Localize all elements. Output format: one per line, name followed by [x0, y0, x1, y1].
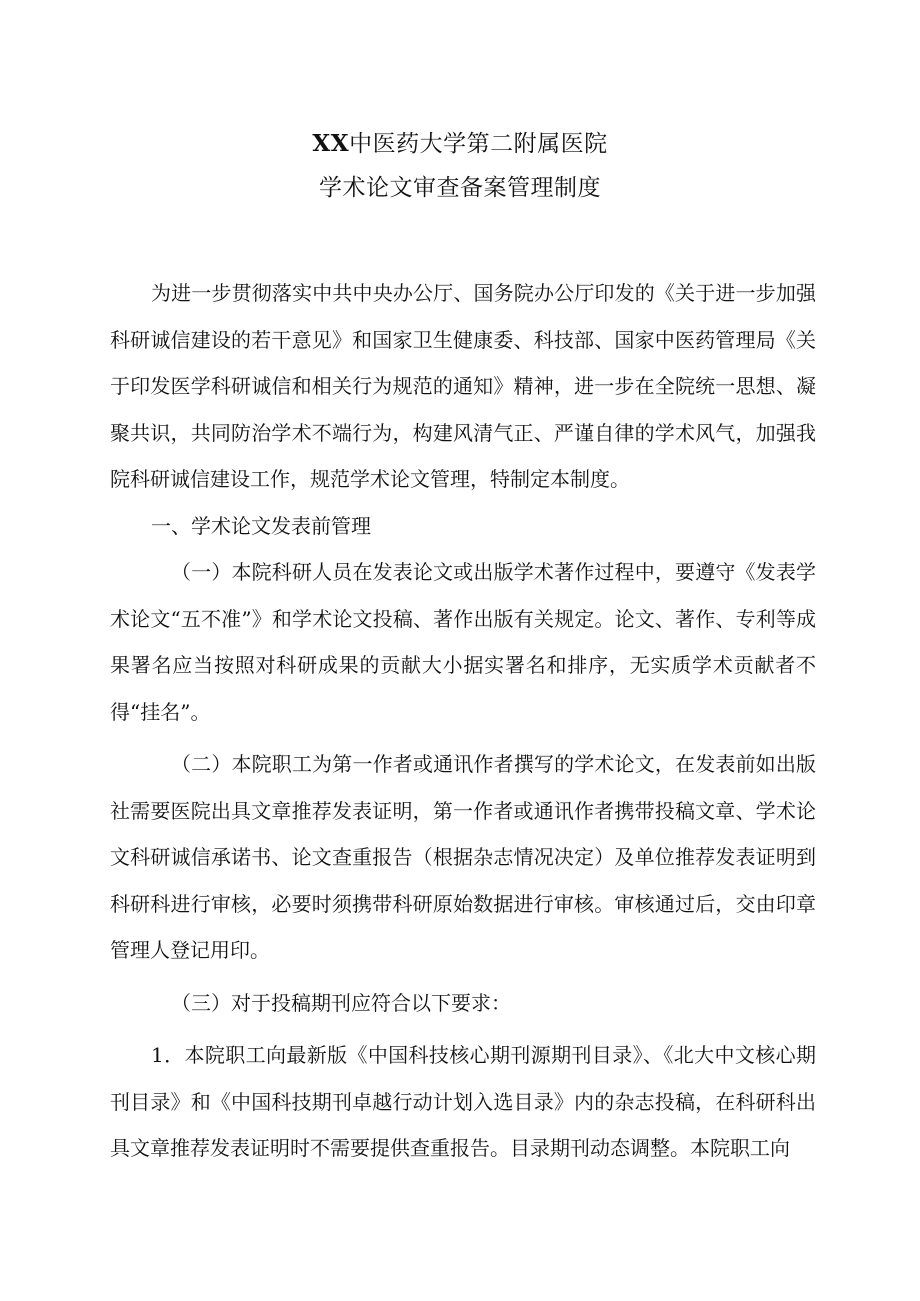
item-1-paragraph: （一）本院科研人员在发表论文或出版学术著作过程中，要遵守《发表学术论文“五不准”》和学术论文投稿、著作出版有关规定。论文、著作、专利等成果署名应当按照对科研成果的贡献大小据实署名和排序，无实质学术贡献者不得“挂名”。 — [110, 560, 816, 724]
point-1-paragraph: 1．本院职工向最新版《中国科技核心期刊源期刊目录》、《北大中文核心期刊目录》和《中国科技期刊卓越行动计划入选目录》内的杂志投稿，在科研科出具文章推荐发表证明时不需要提供查重报告。目录期刊动态调整。本院职工向 — [110, 1043, 816, 1160]
title-prefix: XX — [312, 130, 350, 157]
title-line-1-text: 中医药大学第二附属医院 — [349, 131, 608, 157]
document-title — [0, 122, 920, 210]
item-3-paragraph: （三）对于投稿期刊应符合以下要求： — [171, 990, 511, 1015]
section-1-heading: 一、学术论文发表前管理 — [151, 513, 371, 538]
document-body — [110, 270, 816, 1172]
title-line-1 — [0, 122, 920, 166]
intro-paragraph: 为进一步贯彻落实中共中央办公厅、国务院办公厅印发的《关于进一步加强科研诚信建设的若干意见》和国家卫生健康委、科技部、国家中医药管理局《关于印发医学科研诚信和相关行为规范的通知》精神，进一步在全院统一思想、凝聚共识，共同防治学术不端行为，构建风清气正、严谨自律的学术风气，加强我院科研诚信建设工作，规范学术论文管理，特制定本制度。 — [110, 281, 816, 491]
item-2-paragraph: （二）本院职工为第一作者或通讯作者撰写的学术论文，在发表前如出版社需要医院出具文章推荐发表证明，第一作者或通讯作者携带投稿文章、学术论文科研诚信承诺书、论文查重报告（根据杂志情况决定）及单位推荐发表证明到科研科进行审核，必要时须携带科研原始数据进行审核。审核通过后，交由印章管理人登记用印。 — [110, 752, 816, 962]
title-line-2: 学术论文审查备案管理制度 — [319, 175, 601, 201]
